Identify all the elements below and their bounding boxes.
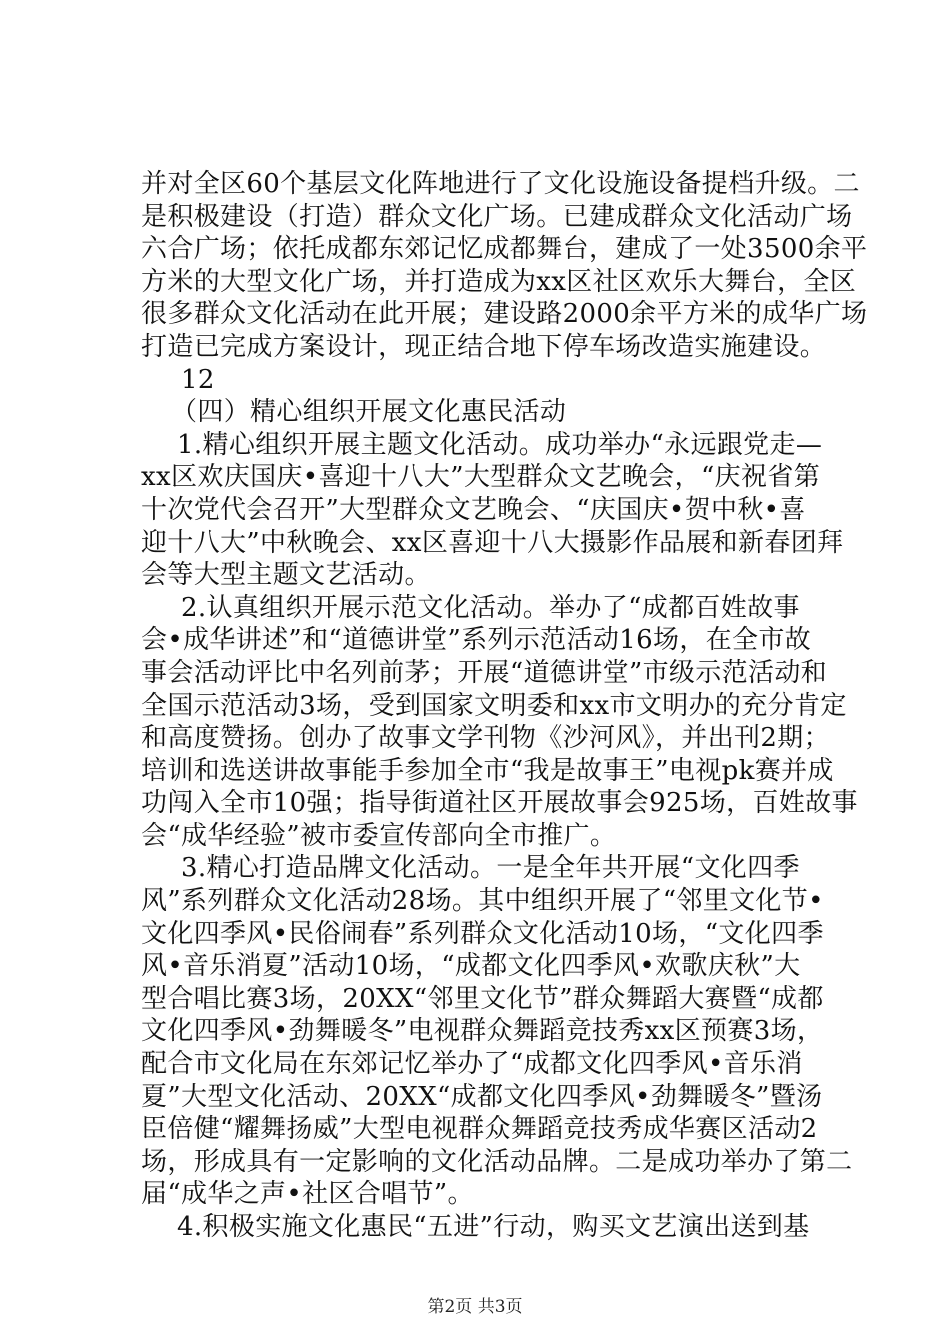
text-line: 场，形成具有一定影响的文化活动品牌。二是成功举办了第二 (141, 1146, 853, 1177)
text-line: 打造已完成方案设计，现正结合地下停车场改造实施建设。 (141, 331, 827, 362)
paragraph-1-start: 1.精心组织开展主题文化活动。成功举办“永远跟党走— (177, 429, 823, 460)
text-line: 夏”大型文化活动、20XX“成都文化四季风•劲舞暖冬”暨汤 (141, 1081, 823, 1112)
paragraph-4-start: 4.积极实施文化惠民“五进”行动，购买文艺演出送到基 (177, 1212, 810, 1242)
text-line: 迎十八大”中秋晚会、xx区喜迎十八大摄影作品展和新春团拜 (141, 527, 844, 558)
text-line: 方米的大型文化广场，并打造成为xx区社区欢乐大舞台，全区 (141, 266, 857, 297)
text-line: 届“成华之声•社区合唱节”。 (141, 1179, 474, 1210)
text-line: xx区欢庆国庆•喜迎十八大”大型群众文艺晚会，“庆祝省第 (141, 462, 821, 493)
text-line: 六合广场；依托成都东郊记忆成都舞台，建成了一处3500余平 (141, 234, 868, 265)
text-line: 功闯入全市10强；指导街道社区开展故事会925场，百姓故事 (141, 788, 858, 819)
text-line: 风”系列群众文化活动28场。其中组织开展了“邻里文化节• (141, 886, 824, 917)
paragraph-2-start: 2.认真组织开展示范文化活动。举办了“成都百姓故事 (181, 592, 800, 623)
text-line: 文化四季风•民俗闹春”系列群众文化活动10场，“文化四季 (141, 918, 824, 949)
text-line: 是积极建设（打造）群众文化广场。已建成群众文化活动广场 (141, 201, 853, 232)
text-line: 型合唱比赛3场，20XX“邻里文化节”群众舞蹈大赛暨“成都 (141, 983, 824, 1014)
text-line: 十次党代会召开”大型群众文艺晚会、“庆国庆•贺中秋•喜 (141, 494, 806, 525)
text-line: 很多群众文化活动在此开展；建设路2000余平方米的成华广场 (141, 299, 868, 330)
text-line: 培训和选送讲故事能手参加全市“我是故事王”电视pk赛并成 (141, 755, 834, 786)
section-heading: （四）精心组织开展文化惠民活动 (171, 397, 567, 428)
text-line: 并对全区60个基层文化阵地进行了文化设施设备提档升级。二 (141, 169, 860, 199)
document-body (141, 168, 868, 1244)
text-line: 风•音乐消夏”活动10场，“成都文化四季风•欢歌庆秋”大 (141, 951, 801, 982)
text-line: 会•成华讲述”和“道德讲堂”系列示范活动16场，在全市故 (141, 625, 812, 656)
page-footer: 第2页 共3页 (427, 1297, 523, 1317)
paragraph-3-start: 3.精心打造品牌文化活动。一是全年共开展“文化四季 (181, 853, 800, 884)
text-line: 会等大型主题文艺活动。 (141, 560, 431, 591)
text-line: 和高度赞扬。创办了故事文学刊物《沙河风》，并出刊2期； (141, 723, 830, 754)
text-line: 会“成华经验”被市委宣传部向全市推广。 (141, 820, 617, 851)
text-line: 臣倍健“耀舞扬威”大型电视群众舞蹈竞技秀成华赛区活动2 (141, 1114, 818, 1145)
stray-number: 12 (181, 364, 215, 395)
text-line: 事会活动评比中名列前茅；开展“道德讲堂”市级示范活动和 (141, 657, 828, 688)
text-line: 配合市文化局在东郊记忆举办了“成都文化四季风•音乐消 (141, 1049, 803, 1080)
text-line: 文化四季风•劲舞暖冬”电视群众舞蹈竞技秀xx区预赛3场， (141, 1016, 824, 1047)
text-line: 全国示范活动3场，受到国家文明委和xx市文明办的充分肯定 (141, 690, 847, 721)
